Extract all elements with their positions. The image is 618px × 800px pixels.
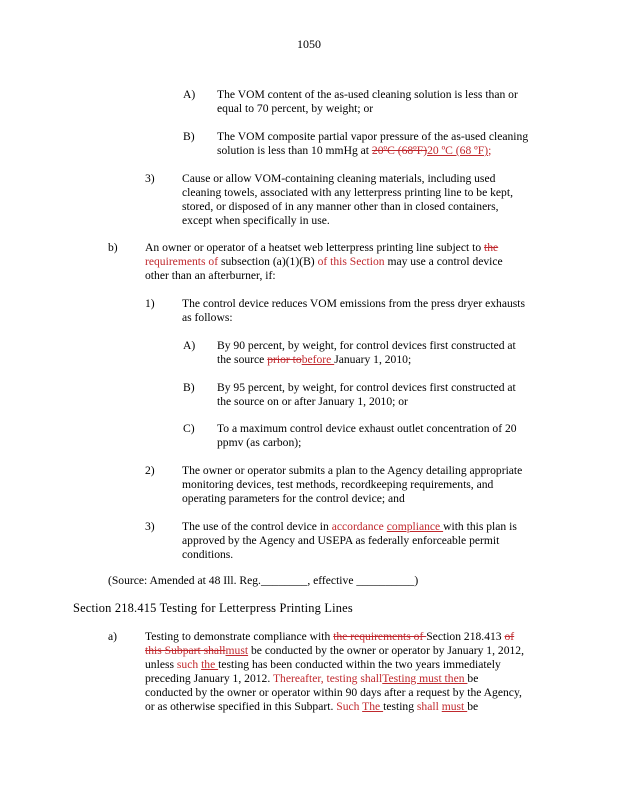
item-label: 3) [145, 520, 155, 533]
paragraph-line: the source on or after January 1, 2010; or [217, 395, 408, 408]
paragraph-line: operating parameters for the control device; and [182, 492, 405, 505]
paragraph-line: preceding January 1, 2012. Thereafter, testing shallTesting must then be [145, 672, 479, 685]
paragraph-line: The VOM content of the as-used cleaning solution is less than or [217, 88, 518, 101]
paragraph-line: By 95 percent, by weight, for control devices first constructed at [217, 381, 516, 394]
deleted-text: the [484, 241, 499, 254]
deleted-text: this Subpart shall [145, 644, 226, 657]
paragraph-line: other than an afterburner, if: [145, 269, 276, 282]
paragraph-line: this Subpart shallmust be conducted by the owner or operator by January 1, 2012, [145, 644, 524, 657]
inserted-text: must [225, 644, 249, 657]
item-label: A) [183, 88, 196, 101]
inserted-text: must [441, 700, 468, 713]
paragraph-line: By 90 percent, by weight, for control devices first constructed at [217, 339, 516, 352]
paragraph-line: monitoring devices, test methods, recordkeeping requirements, and [182, 478, 494, 491]
deleted-text: the requirements of [333, 630, 427, 643]
inserted-text: the [201, 658, 219, 671]
paragraph-line: or as otherwise specified in this Subpart. Such The testing shall must be [145, 700, 479, 713]
paragraph-line: as follows: [182, 311, 233, 324]
paragraph-line: stored, or disposed of in any manner other than in closed containers, [182, 200, 499, 213]
paragraph-line: To a maximum control device exhaust outlet concentration of 20 [217, 422, 517, 435]
inserted-text: 20 ºC (68 ºF) [427, 144, 489, 157]
item-label: 2) [145, 464, 155, 477]
deleted-text: of [504, 630, 515, 643]
paragraph-line: except when specifically in use. [182, 214, 330, 227]
paragraph-line: conditions. [182, 548, 234, 561]
paragraph-line: Testing to demonstrate compliance with the requirements of Section 218.413 of [145, 630, 515, 643]
paragraph-line: ppmv (as carbon); [217, 436, 302, 449]
item-label: C) [183, 422, 195, 435]
paragraph-line: equal to 70 percent, by weight; or [217, 102, 374, 115]
paragraph-line: The use of the control device in accordance compliance with this plan is [182, 520, 517, 533]
item-label: a) [108, 630, 118, 643]
item-label: b) [108, 241, 118, 254]
paragraph-line: The VOM composite partial vapor pressure of the as-used cleaning [217, 130, 529, 143]
paragraph-line: An owner or operator of a heatset web letterpress printing line subject to the [145, 241, 499, 254]
inserted-text: The [362, 700, 384, 713]
paragraph-line: The owner or operator submits a plan to the Agency detailing appropriate [182, 464, 523, 477]
item-label: B) [183, 381, 195, 394]
paragraph-line: conducted by the owner or operator within 90 days after a request by the Agency, [145, 686, 522, 699]
paragraph-line: The control device reduces VOM emissions from the press dryer exhausts [182, 297, 526, 310]
item-label: 1) [145, 297, 155, 310]
inserted-text: compliance [386, 520, 444, 533]
inserted-text: Testing must then [382, 672, 468, 685]
paragraph-line: cleaning towels, associated with any letterpress printing line to be kept, [182, 186, 513, 199]
paragraph-line: Cause or allow VOM-containing cleaning materials, including used [182, 172, 496, 185]
page-number: 1050 [297, 37, 321, 51]
paragraph-line: the source prior tobefore January 1, 2010; [217, 353, 412, 366]
paragraph-line: requirements of subsection (a)(1)(B) of this Section may use a control device [145, 255, 503, 268]
section-heading: Section 218.415 Testing for Letterpress Printing Lines [73, 601, 353, 615]
paragraph-line: unless such the testing has been conducted within the two years immediately [145, 658, 501, 671]
item-label: A) [183, 339, 196, 352]
paragraph-line: approved by the Agency and USEPA as federally enforceable permit [182, 534, 500, 547]
item-label: 3) [145, 172, 155, 185]
deleted-text: 20ºC (68ºF) [371, 144, 428, 157]
inserted-text: before [301, 353, 335, 366]
source-note: (Source: Amended at 48 Ill. Reg.________, effective __________) [108, 574, 419, 587]
item-label: B) [183, 130, 195, 143]
paragraph-line: solution is less than 10 mmHg at 20ºC (68ºF)20 ºC (68 ºF); [217, 144, 492, 157]
deleted-text: prior to [267, 353, 302, 366]
